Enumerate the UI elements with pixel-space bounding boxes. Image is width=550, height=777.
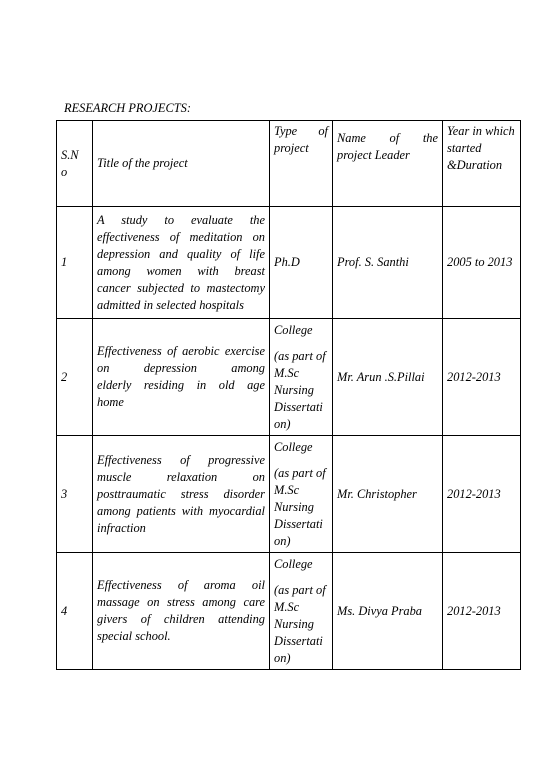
row-title: Effectiveness of progressive muscle relaxation on posttraumatic stress disorder among patients with myocardial infraction <box>93 436 270 553</box>
row-type: College (as part of M.Sc Nursing Dissertati on) <box>270 436 333 553</box>
row-year: 2012-2013 <box>443 319 521 436</box>
row-type: College (as part of M.Sc Nursing Dissertati on) <box>270 319 333 436</box>
row-sno: 1 <box>57 207 93 319</box>
row-leader: Mr. Arun .S.Pillai <box>333 319 443 436</box>
table-row <box>57 553 521 670</box>
row-type: Ph.D <box>270 207 333 319</box>
header-type: Type of project <box>270 121 333 207</box>
row-year: 2012-2013 <box>443 553 521 670</box>
table-row <box>57 207 521 319</box>
row-leader: Prof. S. Santhi <box>333 207 443 319</box>
header-year: Year in which started &Duration <box>443 121 521 207</box>
row-sno: 3 <box>57 436 93 553</box>
row-type: College (as part of M.Sc Nursing Dissertati on) <box>270 553 333 670</box>
row-sno: 2 <box>57 319 93 436</box>
row-title: Effectiveness of aerobic exercise on depression among elderly residing in old age home <box>93 319 270 436</box>
row-year: 2012-2013 <box>443 436 521 553</box>
row-title: Effectiveness of aroma oil massage on stress among care givers of children attending special school. <box>93 553 270 670</box>
page-heading: RESEARCH PROJECTS: <box>64 101 191 115</box>
header-title: Title of the project <box>93 121 270 207</box>
row-sno: 4 <box>57 553 93 670</box>
research-projects-table <box>56 120 521 670</box>
header-row <box>57 121 521 207</box>
table-row <box>57 319 521 436</box>
header-sno: S.N o <box>57 121 93 207</box>
row-title: A study to evaluate the effectiveness of meditation on depression and quality of life among women with breast cancer subjected to mastectomy admitted in selected hospitals <box>93 207 270 319</box>
row-leader: Mr. Christopher <box>333 436 443 553</box>
row-leader: Ms. Divya Praba <box>333 553 443 670</box>
table-row <box>57 436 521 553</box>
header-leader: Name of the project Leader <box>333 121 443 207</box>
row-year: 2005 to 2013 <box>443 207 521 319</box>
